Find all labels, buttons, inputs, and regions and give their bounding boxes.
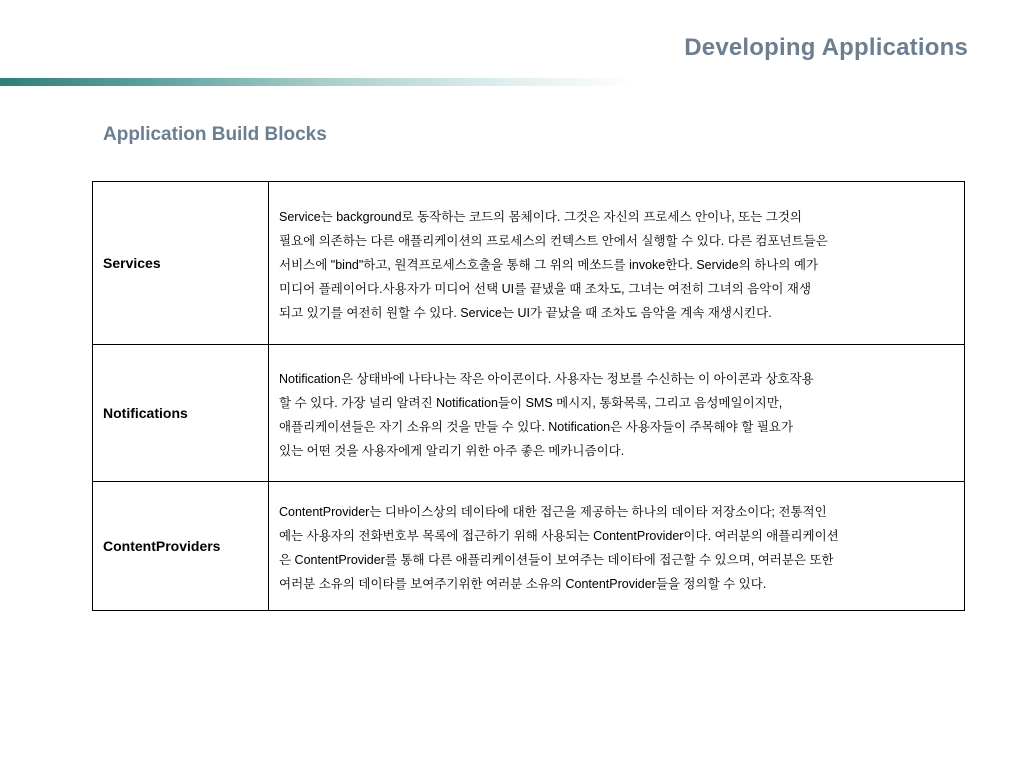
description-line: 애플리케이션들은 자기 소유의 것을 만들 수 있다. Notification은 사용자들이 주목해야 할 필요가 bbox=[279, 420, 794, 434]
description-line: Service는 background로 동작하는 코드의 몸체이다. 그것은 자신의 프로세스 안이나, 또는 그것의 bbox=[279, 210, 803, 224]
description-line: 할 수 있다. 가장 널리 알려진 Notification들이 SMS 메시지, 통화목록, 그리고 음성메일이지만, bbox=[279, 396, 783, 410]
title-divider bbox=[0, 78, 1024, 86]
description-line: ContentProvider는 디바이스상의 데이타에 대한 접근을 제공하는 하나의 데이타 저장소이다; 전통적인 bbox=[279, 505, 827, 519]
description-line: 필요에 의존하는 다른 애플리케이션의 프로세스의 컨텍스트 안에서 실행할 수 있다. 다른 컴포넌트들은 bbox=[279, 234, 828, 248]
description-line: Notification은 상태바에 나타나는 작은 아이콘이다. 사용자는 정보를 수신하는 이 아이콘과 상호작용 bbox=[279, 372, 814, 386]
component-description-services bbox=[269, 182, 965, 345]
description-line: 은 ContentProvider를 통해 다른 애플리케이션들이 보여주는 데이타에 접근할 수 있으며, 여러분은 또한 bbox=[279, 553, 834, 567]
section-heading: Application Build Blocks bbox=[103, 124, 327, 145]
component-description-contentproviders bbox=[269, 482, 965, 611]
description-line: 서비스에 "bind"하고, 원격프로세스호출을 통해 그 위의 메쏘드를 invoke한다. Servide의 하나의 예가 bbox=[279, 258, 819, 272]
slide-title: Developing Applications bbox=[684, 34, 968, 61]
build-blocks-table bbox=[92, 181, 965, 611]
component-description-notifications bbox=[269, 345, 965, 482]
component-name-notifications: Notifications bbox=[93, 345, 269, 482]
table-row-contentproviders bbox=[93, 482, 965, 611]
description-line: 미디어 플레이어다.사용자가 미디어 선택 UI를 끝냈을 때 조차도, 그녀는 여전히 그녀의 음악이 재생 bbox=[279, 282, 812, 296]
description-line: 있는 어떤 것을 사용자에게 알리기 위한 아주 좋은 메카니즘이다. bbox=[279, 444, 625, 458]
component-name-contentproviders: ContentProviders bbox=[93, 482, 269, 611]
description-line: 여러분 소유의 데이타를 보여주기위한 여러분 소유의 ContentProvider들을 정의할 수 있다. bbox=[279, 577, 767, 591]
description-line: 되고 있기를 여전히 원할 수 있다. Service는 UI가 끝났을 때 조차도 음악을 계속 재생시킨다. bbox=[279, 306, 772, 320]
component-name-services: Services bbox=[93, 182, 269, 345]
table-row-notifications bbox=[93, 345, 965, 482]
table-row-services bbox=[93, 182, 965, 345]
description-line: 예는 사용자의 전화번호부 목록에 접근하기 위해 사용되는 ContentProvider이다. 여러분의 애플리케이션 bbox=[279, 529, 839, 543]
